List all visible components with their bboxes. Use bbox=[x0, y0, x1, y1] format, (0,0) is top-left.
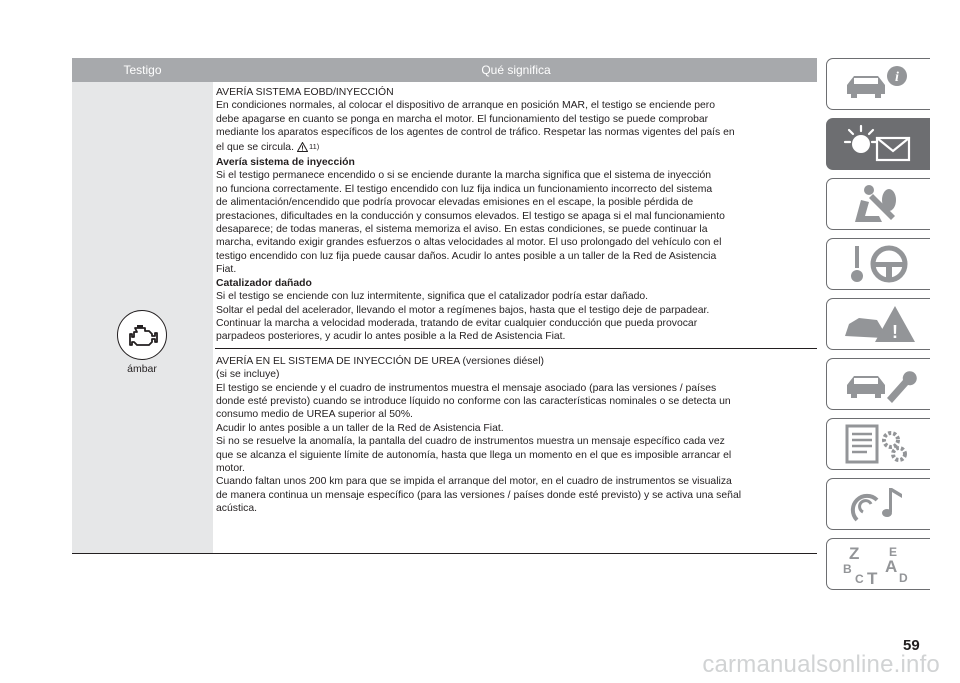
text-line bbox=[216, 355, 817, 368]
warning-light-message-icon bbox=[839, 122, 919, 166]
text-line bbox=[216, 395, 817, 408]
index-letter: C bbox=[854, 572, 864, 586]
text-line bbox=[216, 408, 817, 421]
text-line-content: Avería sistema de inyección bbox=[216, 157, 355, 169]
text-line bbox=[216, 304, 817, 317]
text-line-content: Acudir lo antes posible a un taller de la Red de Asistencia Fiat. bbox=[216, 422, 504, 434]
index-letter: B bbox=[842, 562, 852, 576]
warning-lamp bbox=[116, 310, 168, 375]
text-line bbox=[216, 317, 817, 330]
alphabetical-index-icon bbox=[839, 542, 919, 586]
text-line bbox=[216, 382, 817, 395]
text-line-content: prestaciones, dificultades en la conducción y consumos elevados. El testigo se apaga si el mal funcionamiento bbox=[216, 210, 725, 222]
text-line-content: motor. bbox=[216, 462, 245, 474]
car-accident-warning-icon bbox=[839, 302, 919, 346]
tab-multimedia[interactable] bbox=[826, 478, 930, 530]
table-bottom-rule bbox=[72, 553, 817, 554]
text-line-content: Si el testigo permanece encendido o si se enciende durante la marcha significa que el sistema de inyección bbox=[216, 170, 712, 182]
text-line-content: no funciona correctamente. El testigo encendido con luz fija indica un funcionamiento incorrecto del sistema bbox=[216, 183, 713, 195]
text-line bbox=[216, 502, 817, 515]
text-line bbox=[216, 475, 817, 488]
section-heading bbox=[216, 156, 817, 169]
note-reference: 11) bbox=[308, 141, 320, 151]
lamp-color-label: ámbar bbox=[127, 363, 157, 375]
tab-maintenance[interactable] bbox=[826, 358, 930, 410]
text-line-content: el que se circula. bbox=[216, 141, 294, 153]
index-letter: E bbox=[888, 545, 897, 559]
description-block-eobd bbox=[215, 82, 817, 348]
text-line-content: AVERÍA EN EL SISTEMA DE INYECCIÓN DE UREA (versiones diésel) bbox=[216, 355, 544, 367]
text-line-content: de manera continua un mensaje específico (para las versiones / países donde esté previsto) y se activa una señal bbox=[216, 489, 742, 501]
text-line bbox=[216, 183, 817, 196]
text-line bbox=[216, 169, 817, 182]
steering-wheel-key-icon bbox=[839, 242, 919, 286]
text-line bbox=[216, 113, 817, 126]
text-line-content: testigo encendido con luz fija puede causar daños. Acudir lo antes posible a un taller de la Red de Asistencia bbox=[216, 250, 717, 262]
text-line bbox=[216, 99, 817, 112]
tab-car-info[interactable] bbox=[826, 58, 930, 110]
text-line-content: En condiciones normales, al colocar el dispositivo de arranque en posición MAR, el testigo se enciende pero bbox=[216, 100, 716, 112]
text-line-content: Soltar el pedal del acelerador, llevando el motor a regímenes bajos, hasta que el testigo deje de parpadear. bbox=[216, 304, 710, 316]
text-line-content: mediante los aparatos específicos de los agentes de control de tráfico. Respetar las normas vigentes del país en bbox=[216, 127, 735, 139]
text-line-content: AVERÍA SISTEMA EOBD/INYECCIÓN bbox=[216, 87, 394, 98]
seat-airbag-icon bbox=[839, 182, 919, 226]
tab-starting-driving[interactable] bbox=[826, 238, 930, 290]
text-line-content: desaparece; de todas maneras, el sistema memoriza el aviso. En estas condiciones, se puede continuar la bbox=[216, 224, 708, 236]
table-row bbox=[72, 82, 817, 554]
engine-check-icon bbox=[117, 310, 167, 360]
text-line bbox=[216, 368, 817, 381]
text-line-content: donde esté previsto) cuando se introduce líquido no conforme con las características nominales o se detecta un bbox=[216, 395, 731, 407]
lamp-cell bbox=[72, 82, 213, 554]
text-line bbox=[216, 86, 817, 99]
page-number: 59 bbox=[903, 637, 920, 654]
text-line-content: Continuar la marcha a velocidad moderada, tratando de evitar cualquier conducción que pueda provocar bbox=[216, 317, 698, 329]
section-heading bbox=[216, 277, 817, 290]
warning-note-icon bbox=[297, 142, 308, 156]
text-line bbox=[216, 422, 817, 435]
technical-data-gear-icon bbox=[839, 422, 919, 466]
text-line bbox=[216, 236, 817, 249]
description-block-urea bbox=[215, 348, 817, 520]
text-line-content: marcha, evitando exigir grandes esfuerzos o altas velocidades al motor. El uso prolongado del vehículo con el bbox=[216, 237, 722, 249]
text-line bbox=[216, 435, 817, 448]
text-line bbox=[216, 330, 817, 343]
svg-text:i: i bbox=[894, 70, 899, 85]
car-info-icon bbox=[839, 62, 919, 106]
text-line-content: que se alcanza el siguiente límite de autonomía, hasta que llega un momento en el que es imposible arrancar el bbox=[216, 449, 732, 461]
text-line-content: Cuando faltan unos 200 km para que se impida el arranque del motor, en el cuadro de instrumentos se visualiza bbox=[216, 476, 732, 488]
text-line bbox=[216, 489, 817, 502]
text-line bbox=[216, 223, 817, 236]
warning-light-table bbox=[72, 58, 817, 554]
text-line bbox=[216, 462, 817, 475]
text-line bbox=[216, 140, 817, 156]
tab-index[interactable] bbox=[826, 538, 930, 590]
table-header bbox=[72, 58, 817, 82]
tab-technical-data[interactable] bbox=[826, 418, 930, 470]
tab-warning-lights[interactable] bbox=[826, 118, 930, 170]
text-line-content: acústica. bbox=[216, 503, 258, 515]
text-line bbox=[216, 196, 817, 209]
text-line bbox=[216, 263, 817, 276]
tab-emergency[interactable] bbox=[826, 298, 930, 350]
index-letter: Z bbox=[848, 544, 859, 563]
text-line-content: El testigo se enciende y el cuadro de instrumentos muestra el mensaje asociado (para las versiones / países bbox=[216, 382, 717, 394]
text-line-content: Catalizador dañado bbox=[216, 277, 312, 289]
text-line bbox=[216, 126, 817, 139]
watermark: carmanualsonline.info bbox=[702, 651, 940, 678]
car-maintenance-icon bbox=[839, 362, 919, 406]
text-line bbox=[216, 290, 817, 303]
index-letter: A bbox=[884, 557, 897, 576]
svg-text:!: ! bbox=[891, 322, 898, 342]
header-testigo: Testigo bbox=[123, 63, 162, 77]
text-line bbox=[216, 449, 817, 462]
text-line-content: consumo medio de UREA superior al 50%. bbox=[216, 409, 413, 421]
description-cell bbox=[215, 82, 817, 554]
text-line bbox=[216, 210, 817, 223]
text-line-content: Si no se resuelve la anomalía, la pantalla del cuadro de instrumentos muestra un mensaje específico cada vez bbox=[216, 436, 725, 448]
text-line-content: debe apagarse en cuanto se ponga en marcha el motor. El funcionamiento del testigo se puede comprobar bbox=[216, 113, 709, 125]
header-significado: Qué significa bbox=[481, 63, 551, 77]
text-line-content: (si se incluye) bbox=[216, 369, 280, 381]
text-line-content: de alimentación/encendido que podría provocar elevadas emisiones en el escape, la posible pérdida de bbox=[216, 197, 694, 209]
tab-safety[interactable] bbox=[826, 178, 930, 230]
index-letter: T bbox=[866, 569, 877, 586]
text-line-content: Si el testigo se enciende con luz intermitente, significa que el catalizador podría estar dañado. bbox=[216, 291, 649, 303]
text-line bbox=[216, 250, 817, 263]
multimedia-music-icon bbox=[839, 482, 919, 526]
index-letter: D bbox=[898, 571, 908, 585]
text-line-content: parpadeos posteriores, y acudir lo antes posible a la Red de Asistencia Fiat. bbox=[216, 331, 566, 343]
text-line-content: Fiat. bbox=[216, 264, 237, 276]
